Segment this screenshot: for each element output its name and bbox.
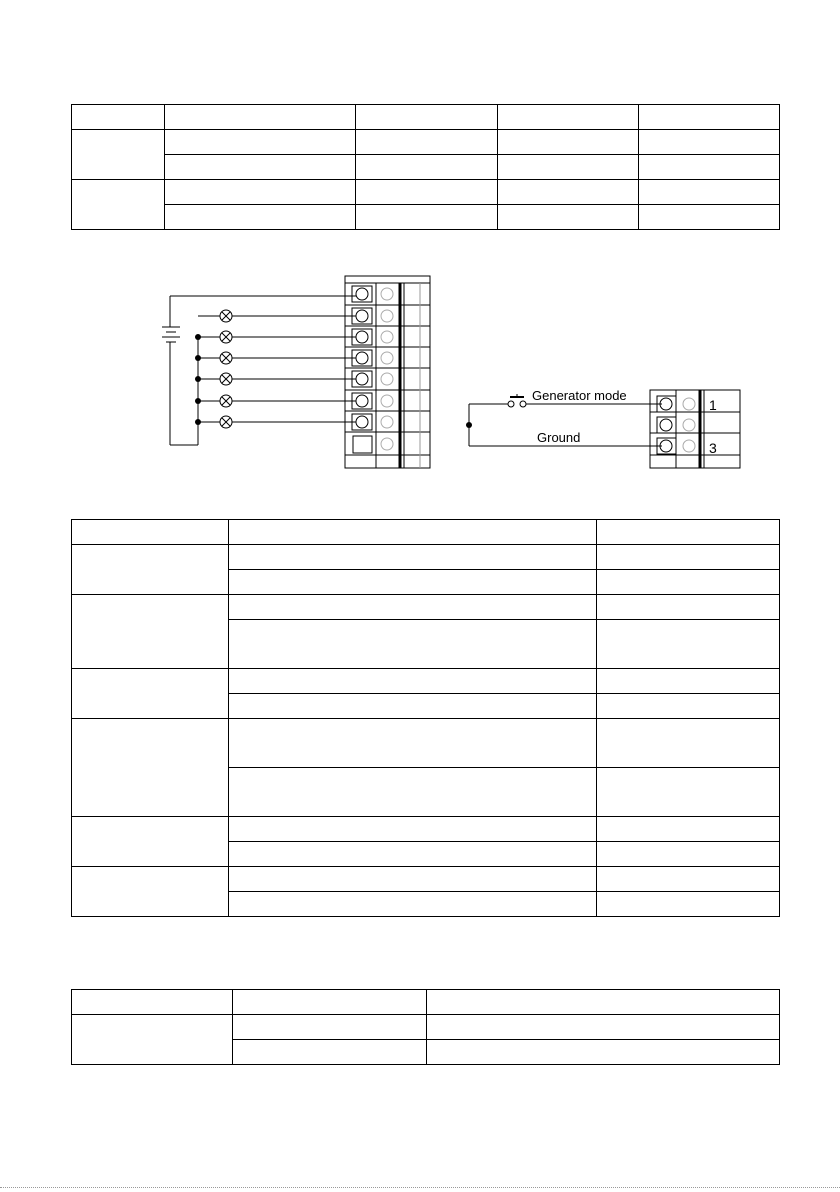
table-cell xyxy=(229,817,597,842)
lamp-icon xyxy=(220,352,232,364)
table-cell xyxy=(229,570,597,595)
table-row xyxy=(72,205,780,230)
table-cell xyxy=(498,105,639,130)
junction-dot xyxy=(195,355,201,361)
terminal-slot xyxy=(657,438,695,454)
terminal-slot xyxy=(352,308,393,324)
table-cell xyxy=(597,595,780,620)
table-cell xyxy=(229,669,597,694)
table-cell xyxy=(597,817,780,842)
table-cell xyxy=(72,180,165,230)
table-cell xyxy=(72,520,229,545)
generator-mode-label: Generator mode xyxy=(532,388,627,403)
table-cell xyxy=(639,205,780,230)
table-cell xyxy=(72,1015,233,1065)
table-cell xyxy=(597,570,780,595)
lamp-icon xyxy=(220,395,232,407)
table-row xyxy=(72,595,780,620)
table-row xyxy=(72,130,780,155)
table-row xyxy=(72,180,780,205)
table-cell xyxy=(427,1015,780,1040)
table-cell xyxy=(229,694,597,719)
table-cell xyxy=(72,719,229,817)
terminal-slot xyxy=(352,371,393,387)
table-row xyxy=(72,155,780,180)
ground-label: Ground xyxy=(537,430,581,445)
table-row xyxy=(72,105,780,130)
table-row xyxy=(72,669,780,694)
table-cell xyxy=(639,180,780,205)
junction-dot xyxy=(195,398,201,404)
table-cell xyxy=(72,669,229,719)
terminal-slot xyxy=(352,329,393,345)
switch-icon xyxy=(508,394,526,407)
table-row xyxy=(72,817,780,842)
output-table xyxy=(71,104,780,230)
table-cell xyxy=(356,105,498,130)
terminal-slot xyxy=(352,350,393,366)
table-cell xyxy=(72,105,165,130)
table-cell xyxy=(72,595,229,669)
table-cell xyxy=(597,620,780,669)
table-cell xyxy=(165,205,356,230)
table-cell xyxy=(356,205,498,230)
table-cell xyxy=(498,180,639,205)
table-cell xyxy=(233,990,427,1015)
table-cell xyxy=(72,545,229,595)
table-cell xyxy=(165,180,356,205)
table-cell xyxy=(229,595,597,620)
table-cell xyxy=(597,520,780,545)
mode-table xyxy=(71,989,780,1065)
table-cell xyxy=(356,130,498,155)
table-cell xyxy=(72,990,233,1015)
table-cell xyxy=(229,545,597,570)
table-cell xyxy=(597,669,780,694)
table-cell xyxy=(639,130,780,155)
table-row xyxy=(72,990,780,1015)
table-cell xyxy=(597,842,780,867)
table-cell xyxy=(229,620,597,669)
junction-dot xyxy=(195,419,201,425)
table-cell xyxy=(165,105,356,130)
table-cell xyxy=(597,545,780,570)
table-cell xyxy=(229,768,597,817)
table-cell xyxy=(498,205,639,230)
table-cell xyxy=(229,892,597,917)
table-cell xyxy=(597,768,780,817)
terminal-number-1: 1 xyxy=(709,397,717,413)
terminal-block-right xyxy=(650,390,740,468)
lamp-icon xyxy=(220,310,232,322)
table-row xyxy=(72,719,780,768)
table-row xyxy=(72,520,780,545)
terminal-number-3: 3 xyxy=(709,440,717,456)
table-cell xyxy=(597,719,780,768)
lamp-icon xyxy=(220,373,232,385)
table-cell xyxy=(597,694,780,719)
table-cell xyxy=(356,180,498,205)
battery-icon xyxy=(162,296,180,445)
terminal-slot xyxy=(352,286,393,302)
table-cell xyxy=(597,867,780,892)
table-cell xyxy=(427,1040,780,1065)
page-edge-divider xyxy=(0,1187,840,1188)
terminal-slot xyxy=(352,393,393,409)
lamp-icon xyxy=(220,416,232,428)
table-cell xyxy=(229,842,597,867)
wiring-diagram xyxy=(0,270,840,470)
terminal-slot-empty xyxy=(353,436,393,453)
table-cell xyxy=(165,155,356,180)
table-row xyxy=(72,867,780,892)
table-cell xyxy=(72,130,165,180)
function-table xyxy=(71,519,780,917)
table-cell xyxy=(427,990,780,1015)
terminal-slot xyxy=(657,417,695,433)
table-cell xyxy=(233,1015,427,1040)
table-cell xyxy=(639,105,780,130)
table-cell xyxy=(356,155,498,180)
table-cell xyxy=(229,867,597,892)
table-row xyxy=(72,1015,780,1040)
table-cell xyxy=(165,130,356,155)
table-cell xyxy=(498,130,639,155)
junction-dot xyxy=(466,422,472,428)
lamp-icon xyxy=(220,331,232,343)
terminal-block-left xyxy=(345,276,430,468)
table-cell xyxy=(639,155,780,180)
table-cell xyxy=(597,892,780,917)
table-cell xyxy=(233,1040,427,1065)
junction-dot xyxy=(195,334,201,340)
table-cell xyxy=(72,817,229,867)
junction-dot xyxy=(195,376,201,382)
table-cell xyxy=(72,867,229,917)
table-cell xyxy=(229,719,597,768)
table-row xyxy=(72,545,780,570)
table-cell xyxy=(498,155,639,180)
terminal-slot xyxy=(352,414,393,430)
table-cell xyxy=(229,520,597,545)
terminal-slot xyxy=(657,396,695,412)
